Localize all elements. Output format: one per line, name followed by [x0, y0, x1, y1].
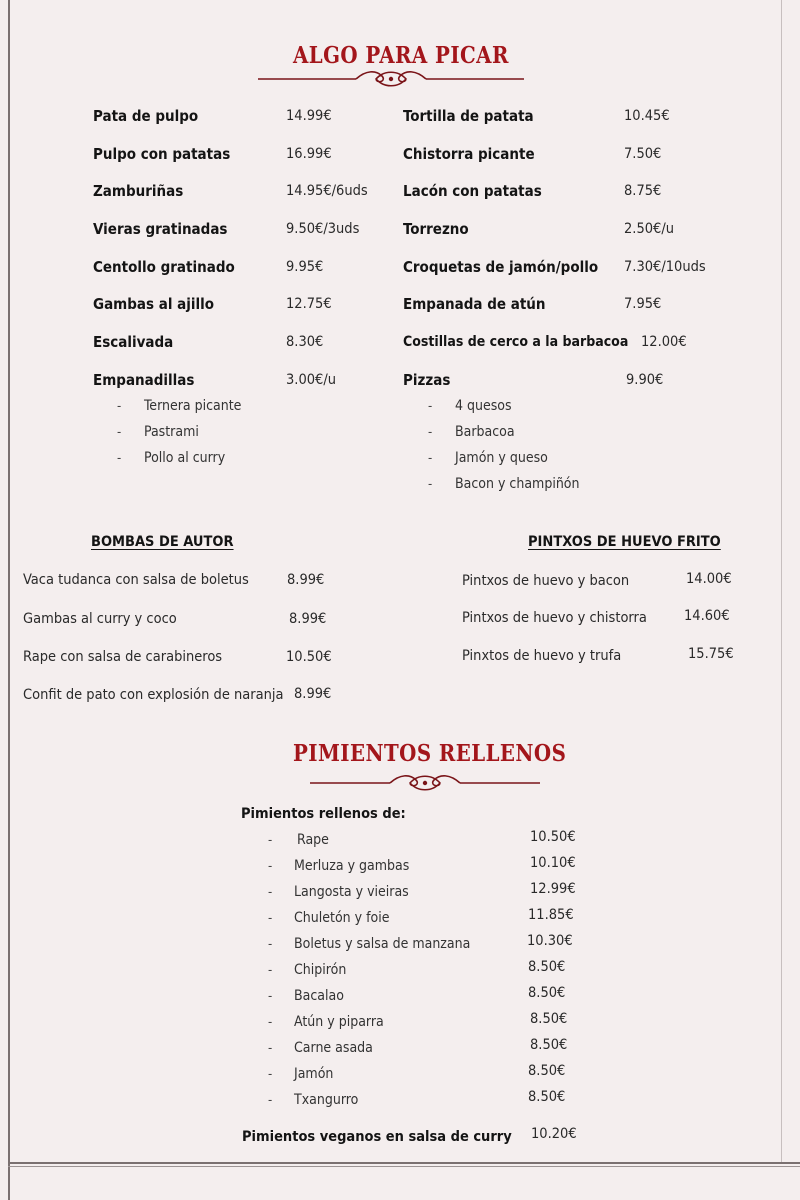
option-item: Jamón y queso	[455, 450, 548, 466]
menu-item-price: 8.50€	[528, 985, 566, 1001]
dash-bullet: -	[268, 911, 273, 926]
menu-item-price: 7.50€	[624, 146, 662, 162]
dash-bullet: -	[428, 451, 433, 466]
menu-item-price: 12.75€	[286, 296, 332, 312]
menu-item-price: 9.95€	[286, 259, 324, 275]
dash-bullet: -	[428, 477, 433, 492]
dash-bullet: -	[428, 425, 433, 440]
dash-bullet: -	[117, 425, 122, 440]
menu-item-name: Empanadillas	[93, 371, 195, 389]
menu-item-price: 16.99€	[286, 146, 332, 162]
option-item: Pastrami	[144, 424, 199, 440]
menu-item-price: 7.30€/10uds	[624, 259, 706, 275]
menu-item-price: 14.99€	[286, 108, 332, 124]
dash-bullet: -	[117, 451, 122, 466]
menu-item-price: 15.75€	[688, 646, 734, 662]
menu-item-price: 7.95€	[624, 296, 662, 312]
menu-item-name: Vaca tudanca con salsa de boletus	[23, 572, 249, 588]
menu-item-name: Centollo gratinado	[93, 258, 235, 276]
menu-item-price: 8.99€	[289, 611, 327, 627]
menu-item-price: 10.10€	[530, 855, 576, 871]
menu-item-name: Txangurro	[294, 1092, 359, 1108]
menu-item-name: Confit de pato con explosión de naranja	[23, 687, 284, 703]
subsection-intro: Pimientos rellenos de:	[241, 806, 406, 822]
menu-item-name: Lacón con patatas	[403, 182, 542, 200]
menu-item-name: Bacalao	[294, 988, 344, 1004]
menu-item-name: Chipirón	[294, 962, 347, 978]
page-border-right	[781, 0, 782, 1162]
menu-item-name: Escalivada	[93, 333, 174, 351]
menu-item-price: 8.99€	[294, 686, 332, 702]
menu-item-price: 8.50€	[530, 1011, 568, 1027]
menu-item-price: 8.50€	[528, 1063, 566, 1079]
menu-item-price: 8.50€	[528, 1089, 566, 1105]
dash-bullet: -	[268, 833, 273, 848]
menu-item-name: Merluza y gambas	[294, 858, 410, 874]
menu-item-price: 8.50€	[530, 1037, 568, 1053]
dash-bullet: -	[428, 399, 433, 414]
dash-bullet: -	[268, 963, 273, 978]
dash-bullet: -	[268, 1015, 273, 1030]
menu-item-price: 8.50€	[528, 959, 566, 975]
menu-item-name: Vieras gratinadas	[93, 220, 228, 238]
menu-item-name: Gambas al curry y coco	[23, 611, 177, 627]
menu-item-price: 10.30€	[527, 933, 573, 949]
menu-item-name: Pata de pulpo	[93, 107, 199, 125]
dash-bullet: -	[268, 859, 273, 874]
menu-item-price: 14.00€	[686, 571, 732, 587]
dash-bullet: -	[268, 937, 273, 952]
menu-item-name: Carne asada	[294, 1040, 373, 1056]
menu-item-name: Zamburiñas	[93, 182, 184, 200]
section-title-algo-para-picar: ALGO PARA PICAR	[293, 42, 509, 69]
menu-item-name: Torrezno	[403, 220, 469, 238]
ornament-divider-icon	[310, 772, 540, 794]
menu-item-name: Gambas al ajillo	[93, 295, 215, 313]
menu-item-price: 12.99€	[530, 881, 576, 897]
menu-item-price: 9.50€/3uds	[286, 221, 360, 237]
menu-item-price: 2.50€/u	[624, 221, 674, 237]
dash-bullet: -	[268, 1093, 273, 1108]
menu-item-name: Chuletón y foie	[294, 910, 390, 926]
menu-item-price: 11.85€	[528, 907, 574, 923]
dash-bullet: -	[268, 885, 273, 900]
menu-item-price: 10.45€	[624, 108, 670, 124]
menu-item-price: 12.00€	[641, 334, 687, 350]
option-item: Bacon y champiñón	[455, 476, 580, 492]
option-item: 4 quesos	[455, 398, 512, 414]
menu-item-price: 14.95€/6uds	[286, 183, 368, 199]
menu-item-name: Pizzas	[403, 371, 451, 389]
menu-item-name: Croquetas de jamón/pollo	[403, 258, 599, 276]
option-item: Pollo al curry	[144, 450, 226, 466]
menu-item-name: Rape con salsa de carabineros	[23, 649, 223, 665]
menu-item-name: Pinxtos de huevo y trufa	[462, 648, 622, 664]
dash-bullet: -	[268, 1067, 273, 1082]
menu-item-price: 10.50€	[530, 829, 576, 845]
menu-item-price: 9.90€	[626, 372, 664, 388]
page-border-left	[0, 0, 10, 1200]
menu-item-name: Pintxos de huevo y chistorra	[462, 610, 647, 626]
section-title-pintxos-de-huevo-frito: PINTXOS DE HUEVO FRITO	[528, 534, 721, 550]
section-title-pimientos-rellenos: PIMIENTOS RELLENOS	[293, 740, 567, 767]
menu-item-name: Rape	[297, 832, 329, 848]
menu-item-name: Tortilla de patata	[403, 107, 534, 125]
menu-item-price: 8.75€	[624, 183, 662, 199]
page-border-bottom	[8, 1162, 800, 1167]
menu-item-name: Pimientos veganos en salsa de curry	[242, 1129, 512, 1145]
menu-item-price: 10.20€	[531, 1126, 577, 1142]
menu-item-name: Boletus y salsa de manzana	[294, 936, 471, 952]
menu-item-name: Jamón	[294, 1066, 334, 1082]
menu-item-name: Costillas de cerco a la barbacoa	[403, 334, 629, 350]
dash-bullet: -	[268, 989, 273, 1004]
menu-item-name: Pulpo con patatas	[93, 145, 231, 163]
dash-bullet: -	[268, 1041, 273, 1056]
option-item: Barbacoa	[455, 424, 515, 440]
section-title-bombas-de-autor: BOMBAS DE AUTOR	[91, 534, 234, 550]
menu-item-price: 3.00€/u	[286, 372, 336, 388]
menu-item-price: 8.30€	[286, 334, 324, 350]
menu-item-price: 14.60€	[684, 608, 730, 624]
menu-item-name: Empanada de atún	[403, 295, 546, 313]
menu-item-name: Chistorra picante	[403, 145, 535, 163]
ornament-divider-icon	[258, 68, 524, 90]
menu-item-name: Langosta y vieiras	[294, 884, 409, 900]
menu-item-price: 10.50€	[286, 649, 332, 665]
option-item: Ternera picante	[144, 398, 242, 414]
menu-item-name: Pintxos de huevo y bacon	[462, 573, 630, 589]
dash-bullet: -	[117, 399, 122, 414]
menu-item-price: 8.99€	[287, 572, 325, 588]
menu-item-name: Atún y piparra	[294, 1014, 384, 1030]
